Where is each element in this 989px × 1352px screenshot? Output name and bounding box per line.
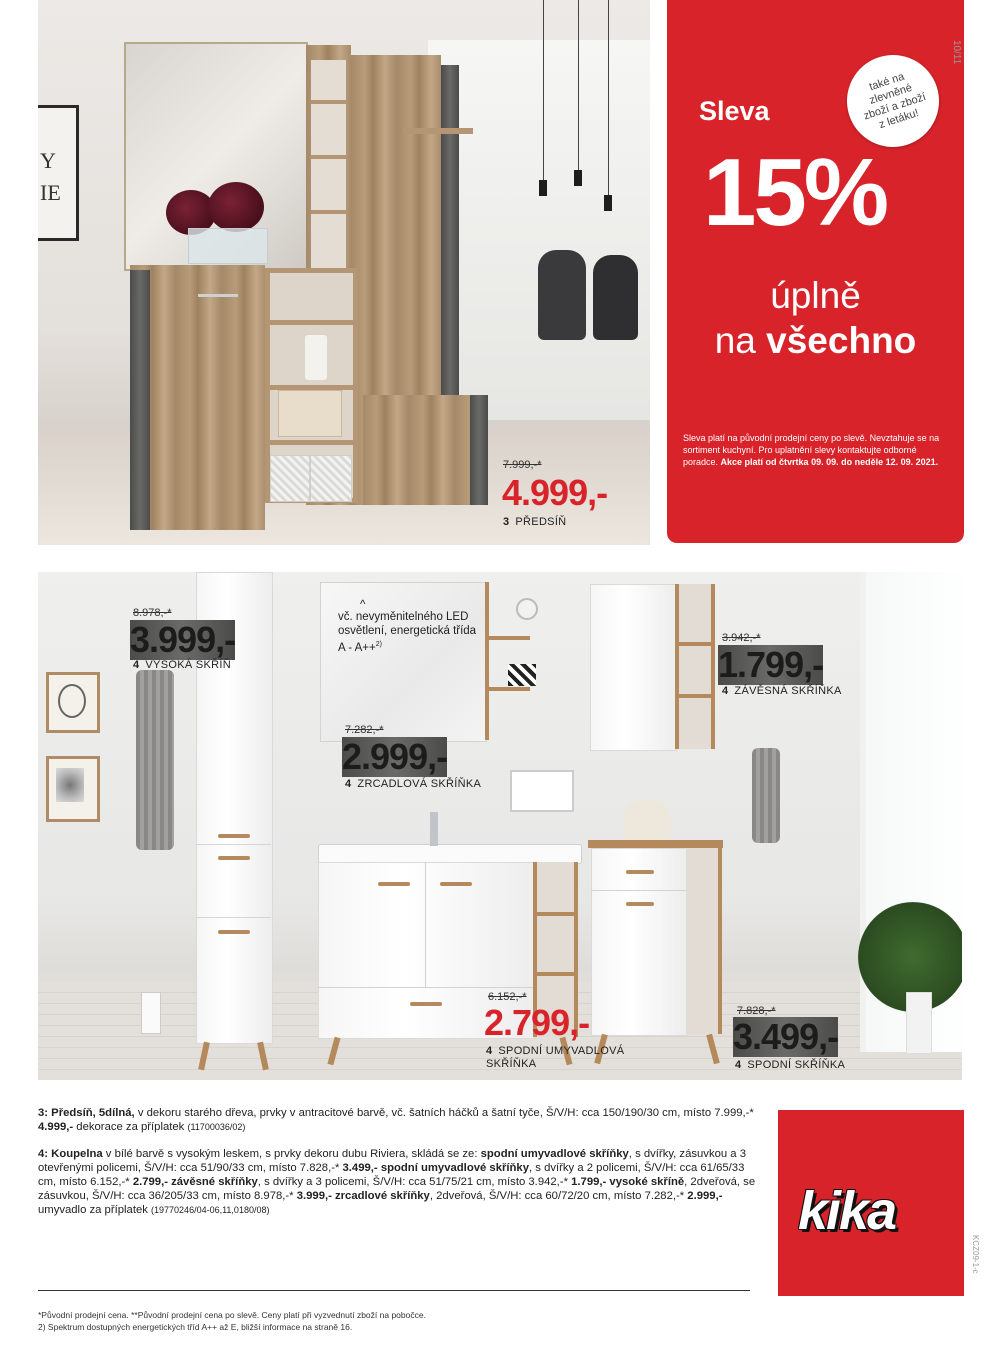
sale-title: Sleva	[699, 96, 770, 126]
window-background	[428, 40, 650, 420]
shoe-cabinet	[130, 265, 265, 530]
desc-bold: spodní umyvadlové skříňky	[480, 1148, 629, 1160]
mirror-shelf	[485, 636, 530, 640]
description-hallway	[38, 1106, 758, 1134]
kika-logo-text: kika	[798, 1181, 896, 1241]
desc-text: dekorace za příplatek	[73, 1121, 188, 1133]
price-umyvadlova: 2.799,-	[484, 1002, 590, 1043]
label-zrcadlova	[345, 778, 481, 790]
hallway-photo	[38, 0, 650, 545]
photo-frame	[510, 770, 574, 812]
item-name: VYSOKÁ SKŘÍŇ	[145, 659, 231, 671]
cabinet-handle	[198, 294, 238, 297]
shelf	[675, 694, 715, 698]
shelf	[533, 912, 578, 916]
desc-bold: 2.999,-	[687, 1190, 723, 1202]
sink-top	[318, 844, 582, 864]
catalog-code: KCZ09-1-c	[971, 1235, 980, 1274]
cabinet-top	[588, 840, 723, 848]
old-price: 3.942,-*	[722, 632, 761, 644]
basket	[310, 455, 352, 502]
shelf	[311, 155, 346, 159]
plant-pot	[906, 992, 932, 1054]
item-name: ZÁVĚSNÁ SKŘÍŇKA	[734, 685, 842, 697]
item-name: SPODNÍ SKŘÍŇKA	[747, 1059, 846, 1071]
footnote-prices: *Původní prodejní cena. **Původní prodejní cena po slevě. Ceny platí při vyzvednutí zboží na pobočce.	[38, 1310, 426, 1320]
drawer-line	[591, 890, 686, 891]
sale-subtitle-bold: všechno	[766, 320, 917, 361]
sale-terms	[683, 432, 953, 468]
door-split	[425, 862, 426, 987]
item-number: 4	[345, 778, 352, 790]
sale-banner	[667, 0, 964, 543]
shelf	[311, 100, 346, 104]
decor-box	[508, 664, 536, 686]
shelf	[533, 972, 578, 976]
desc-text: , 2dveřová, se zásuvkou, Š/V/H: cca 36/205/33 cm, místo 8.978,-*	[38, 1176, 756, 1202]
lamp-wire	[578, 0, 579, 170]
shelf	[675, 642, 715, 646]
item-number: 4	[486, 1045, 493, 1057]
label-zavesna	[722, 685, 842, 697]
lamp-wire	[608, 0, 609, 195]
dining-chair	[593, 255, 638, 340]
desc-code: (11700036/02)	[187, 1122, 246, 1132]
mirror-shelf-side	[485, 582, 489, 740]
shelf	[265, 320, 358, 325]
faucet	[430, 812, 438, 846]
desc-text: umyvadlo za příplatek	[38, 1204, 152, 1216]
sale-subtitle-1: úplně	[770, 275, 861, 316]
dining-chair	[538, 250, 586, 340]
price-vysoka-skrin: 3.999,-	[130, 619, 236, 660]
item-number: 4	[133, 659, 140, 671]
cabinet-handle	[218, 930, 250, 934]
cabinet-divider	[196, 917, 271, 918]
storage-boxes	[278, 390, 342, 437]
drawer-line	[318, 987, 533, 988]
low-cabinet	[591, 848, 688, 1036]
desc-bold: 2.799,- závěsné skříňky	[132, 1176, 258, 1188]
label-vysoka-skrin	[133, 659, 231, 671]
desc-text: , s dvířky, zásuvkou a 3 otevřenými policemi, Š/V/H: cca 51/90/33 cm, místo 7.828,-*	[38, 1148, 746, 1174]
pendant-lamp	[574, 170, 582, 186]
wall-art	[38, 105, 79, 241]
old-price: 6.152,-*	[488, 991, 527, 1003]
cabinet-handle	[626, 870, 654, 874]
flowers	[208, 182, 264, 232]
sale-badge-text: také na zlevněné zboží a zboží z letáku!	[862, 70, 928, 132]
desc-text: , s dvířky a 3 policemi, Š/V/H: cca 51/75/21 cm, místo 3.942,-*	[257, 1176, 572, 1188]
note-arrow: ^	[360, 599, 366, 611]
desc-bold: 1.799,- vysoké skříně	[571, 1176, 685, 1188]
item-number: 4	[735, 1059, 742, 1071]
item-number: 3	[503, 516, 510, 528]
item-number: 4	[722, 685, 729, 697]
desc-code: (19770246/04-06,11,0180/08)	[151, 1205, 270, 1215]
lamp-wire	[543, 0, 544, 180]
desc-title: 4: Koupelna	[38, 1148, 103, 1160]
wall-shelf	[675, 584, 715, 749]
divider	[38, 1290, 750, 1291]
side-shelf	[686, 848, 722, 1034]
candle	[305, 335, 327, 380]
desc-text: v dekoru starého dřeva, prvky v antracitové barvě, vč. šatních háčků a šatní tyče, Š/V/H: cca 150/190/30 cm, místo 7.999,-*	[134, 1107, 754, 1119]
price-predsin: 4.999,-	[502, 472, 608, 513]
sale-subtitle-2	[667, 320, 964, 362]
mirror-led-note	[338, 600, 483, 655]
desc-text: , 2dveřová, Š/V/H: cca 60/72/20 cm, místo 7.282,-*	[429, 1190, 688, 1202]
cabinet-divider	[196, 844, 271, 845]
cabinet-handle	[378, 882, 410, 886]
pendant-lamp	[604, 195, 612, 211]
shelf	[311, 210, 346, 214]
top-shelf	[403, 128, 473, 134]
basket	[270, 455, 310, 502]
wall-art-letter-1: Y	[40, 148, 56, 173]
cabinet-handle	[218, 856, 250, 860]
anthracite-strip	[470, 395, 488, 505]
label-predsin	[503, 516, 566, 528]
frame-art	[58, 684, 86, 718]
desc-price: 4.999,-	[38, 1121, 74, 1133]
bag	[623, 800, 671, 840]
price-spodni: 3.499,-	[733, 1016, 839, 1057]
kika-logo	[778, 1110, 964, 1296]
desc-text: v bílé barvě s vysokým leskem, s prvky dekoru dubu Riviera, skládá se ze:	[102, 1148, 481, 1160]
shelf	[265, 440, 358, 445]
glass-vase	[188, 228, 268, 264]
frame-art	[56, 768, 84, 802]
mirror-shelf	[485, 687, 530, 691]
note-text: vč. nevyměnitelného LED osvětlení, energetická třída A - A++	[338, 611, 477, 654]
cabinet-handle	[626, 902, 654, 906]
sale-terms-dates: Akce platí od čtvrtka 09. 09. do neděle 12. 09. 2021.	[720, 457, 939, 467]
footnote-energy: 2) Spektrum dostupných energetických tříd A++ až E, bližší informace na straně 16.	[38, 1322, 353, 1332]
pendant-lamp	[539, 180, 547, 196]
anthracite-strip	[130, 270, 150, 530]
old-price: 7.828,-*	[737, 1005, 776, 1017]
price-zrcadlova: 2.999,-	[342, 736, 448, 777]
wall-cabinet	[590, 584, 677, 751]
wall-art-letter-2: IE	[40, 180, 61, 205]
label-umyvadlova	[486, 1045, 636, 1071]
item-name: ZRCADLOVÁ SKŘÍŇKA	[357, 778, 482, 790]
item-name: PŘEDSÍŇ	[515, 516, 567, 528]
desc-title: 3: Předsíň, 5dílná,	[38, 1107, 135, 1119]
note-superscript: 2)	[375, 641, 382, 648]
cabinet-handle	[410, 1002, 442, 1006]
old-price: 7.999,-*	[503, 459, 542, 471]
hand-towel	[752, 748, 780, 843]
item-name: SPODNÍ UMYVADLOVÁ SKŘÍŇKA	[486, 1045, 625, 1070]
bathrobe	[136, 670, 174, 850]
wall-socket	[141, 992, 161, 1034]
wall-clock	[516, 598, 538, 620]
cabinet-handle	[218, 834, 250, 838]
price-zavesna: 1.799,-	[718, 644, 824, 685]
sale-terms-text: Sleva platí na původní prodejní ceny po slevě. Nevztahuje se na sortiment kuchyní. Pro uplatnění slevy kontaktujte odborné poradce.	[683, 433, 940, 467]
sale-subtitle-prefix: na	[714, 320, 767, 361]
label-spodni	[735, 1059, 845, 1071]
sale-percent: 15%	[703, 139, 887, 246]
desc-text: , s dvířky a 2 policemi, Š/V/H: cca 61/65/33 cm, místo 6.152,-*	[38, 1162, 745, 1188]
page-number: 10/11	[951, 40, 962, 65]
desc-bold: 3.999,- zrcadlové skříňky	[296, 1190, 430, 1202]
description-bathroom	[38, 1147, 758, 1217]
old-price: 7.282,-*	[345, 724, 384, 736]
desc-bold: 3.499,- spodní umyvadlové skříňky	[342, 1162, 529, 1174]
cabinet-handle	[440, 882, 472, 886]
old-price: 8.978,-*	[133, 607, 172, 619]
